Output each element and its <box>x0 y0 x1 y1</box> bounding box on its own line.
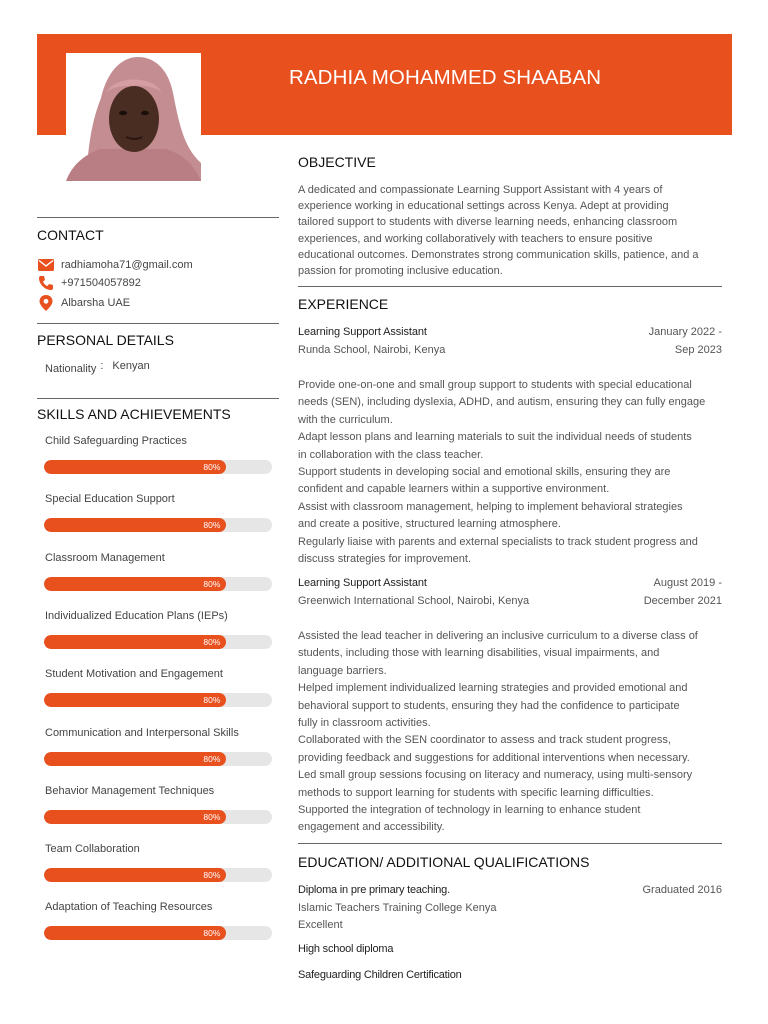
skill-label: Behavior Management Techniques <box>45 784 215 797</box>
job-organization: Runda School, Nairobi, Kenya <box>298 344 446 356</box>
skill-progress-fill <box>44 810 226 824</box>
email-text: radhiamoha71@gmail.com <box>61 259 193 271</box>
education-entry-title: Safeguarding Children Certification <box>298 969 462 981</box>
candidate-name: RADHIA MOHAMMED SHAABAN <box>289 66 602 89</box>
skill-progress-bar <box>44 810 272 824</box>
job-organization: Greenwich International School, Nairobi, Kenya <box>298 595 530 607</box>
skill-progress-bar <box>44 460 272 474</box>
skill-percent: 80% <box>203 753 221 764</box>
skill-label: Adaptation of Teaching Resources <box>45 901 213 914</box>
skill-percent: 80% <box>203 928 221 939</box>
contact-title: CONTACT <box>37 227 104 243</box>
job-date-end: Sep 2023 <box>674 344 722 356</box>
contact-phone[interactable] <box>38 275 141 291</box>
skill-progress-bar <box>44 926 272 940</box>
skill-progress-fill <box>44 460 226 474</box>
divider <box>298 843 722 844</box>
skill-label: Special Education Support <box>45 493 175 506</box>
skill-label: Student Motivation and Engagement <box>45 668 223 681</box>
job-date-start: January 2022 - <box>648 326 722 338</box>
skill-progress-bar <box>44 868 272 882</box>
skill-percent: 80% <box>203 870 221 881</box>
job-description: Assisted the lead teacher in delivering an inclusive curriculum to a diverse class of students, including those with learning disabilities, visual impairments, and language barriers. Helped implement individualized learning strategies and provided emotional and behavioral support to students, ensuring they had the confidence to participate fully in classroom activities. Collaborated with the SEN coordinator to assess and track student progress, providing feedback and suggestions for additional interventions when necessary. Led small group sessions focusing on literacy and numeracy, using multi-sensory methods to support learning for students with specific learning difficulties. Supported the integration of technology in learning to enhance student engagement and accessibility. <box>298 630 698 834</box>
nationality-label: Nationality <box>45 363 97 375</box>
skill-progress-bar <box>44 693 272 707</box>
skills-title: SKILLS AND ACHIEVEMENTS <box>37 406 231 422</box>
nationality-value: Kenyan <box>112 360 150 372</box>
education-entry-date: Graduated 2016 <box>642 884 722 896</box>
skill-progress-fill <box>44 926 226 940</box>
skill-label: Classroom Management <box>45 551 165 564</box>
job-title: Learning Support Assistant <box>298 326 427 338</box>
skill-progress-bar <box>44 635 272 649</box>
skill-progress-bar <box>44 752 272 766</box>
skill-progress-fill <box>44 752 226 766</box>
email-icon <box>38 257 54 273</box>
experience-title: EXPERIENCE <box>298 296 389 312</box>
nationality-row <box>45 360 150 375</box>
phone-text: +971504057892 <box>61 277 141 289</box>
education-entry-title: Diploma in pre primary teaching. <box>298 884 450 896</box>
job-title: Learning Support Assistant <box>298 577 427 589</box>
skill-label: Individualized Education Plans (IEPs) <box>45 609 228 622</box>
divider <box>37 217 279 218</box>
skill-label: Communication and Interpersonal Skills <box>45 726 239 739</box>
divider <box>298 286 722 287</box>
skill-percent: 80% <box>203 462 221 472</box>
skill-progress-fill <box>44 693 226 707</box>
skill-progress-bar <box>44 518 272 532</box>
job-date-start: August 2019 - <box>653 577 722 589</box>
skill-percent: 80% <box>203 811 221 822</box>
education-school: Islamic Teachers Training College Kenya <box>298 902 497 914</box>
nationality-colon: : <box>100 360 104 372</box>
objective-text: A dedicated and compassionate Learning Support Assistant with 4 years of experience working in educational settings across Kenya. Adept at providing tailored support to students with diverse learning needs, enhancing classroom experiences, and working collaboratively with teachers to ensure positive educational outcomes. Demonstrates strong communication skills, patience, and a passion for promoting inclusive education. <box>298 184 699 278</box>
education-title: EDUCATION/ ADDITIONAL QUALIFICATIONS <box>298 854 590 870</box>
contact-location <box>38 295 130 311</box>
skill-percent: 80% <box>203 695 221 706</box>
skill-progress-fill <box>44 577 226 591</box>
skill-progress-fill <box>44 868 226 882</box>
skill-percent: 80% <box>203 636 221 647</box>
location-icon <box>38 295 54 311</box>
objective-title: OBJECTIVE <box>298 154 376 170</box>
skill-label: Team Collaboration <box>45 843 140 856</box>
divider <box>37 323 279 324</box>
personal-details-title: PERSONAL DETAILS <box>37 332 174 348</box>
education-grade: Excellent <box>298 919 343 931</box>
contact-email[interactable] <box>38 257 193 273</box>
skill-label: Child Safeguarding Practices <box>45 435 187 447</box>
divider <box>37 398 279 399</box>
job-description: Provide one-on-one and small group support to students with special educational needs (SEN), including dyslexia, ADHD, and autism, ensuring they can fully engage with the curriculum. Adapt lesson plans and learning materials to suit the individual needs of students in collaboration with the class teacher. Support students in developing social and emotional skills, ensuring they are confident and capable learners within a supportive environment. Assist with classroom management, helping to implement behavioral strategies and create a positive, structured learning atmosphere. Regularly liaise with parents and external specialists to track student progress and discuss strategies for improvement. <box>298 379 706 566</box>
skill-progress-fill <box>44 518 226 532</box>
location-text: Albarsha UAE <box>61 297 131 309</box>
profile-photo <box>66 53 201 181</box>
skill-percent: 80% <box>203 578 221 589</box>
skill-percent: 80% <box>203 520 221 531</box>
skill-progress-fill <box>44 635 226 649</box>
job-date-end: December 2021 <box>643 595 722 607</box>
education-entry-title: High school diploma <box>298 943 394 955</box>
skill-progress-bar <box>44 577 272 591</box>
phone-icon <box>38 275 54 291</box>
